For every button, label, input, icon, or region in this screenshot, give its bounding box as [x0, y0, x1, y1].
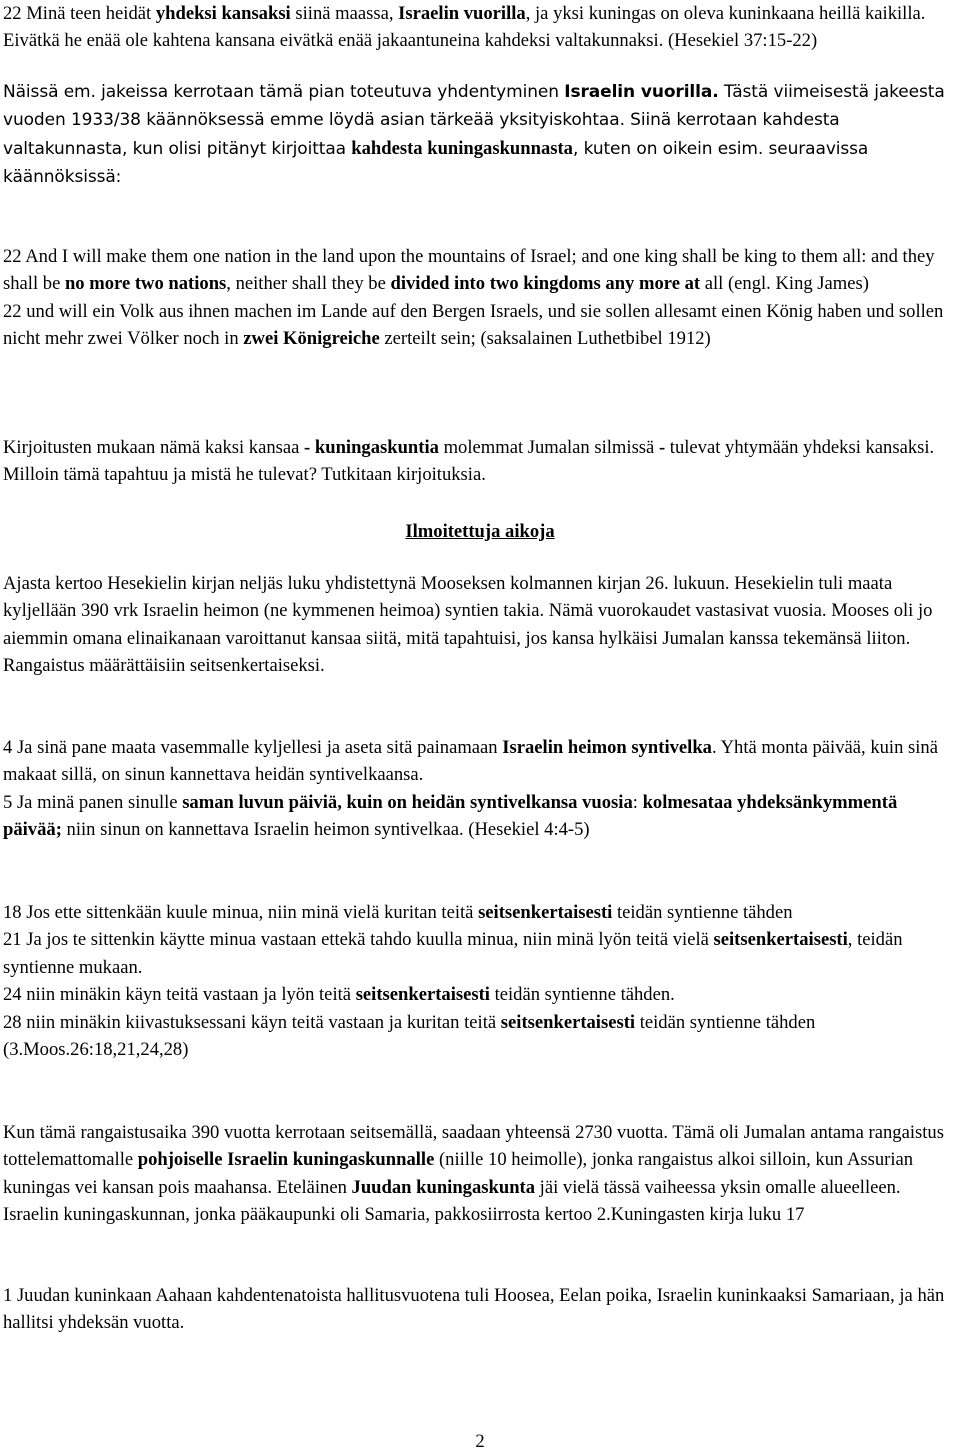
bold-text: - — [658, 437, 666, 458]
text: teidän syntienne tähden (3.Moos.26:18,21,24,28) — [3, 1011, 816, 1061]
text: . Yhtä monta päivää, kuin sinä makaat sillä, on sinun kannettava heidän syntivelkaansa. — [3, 737, 938, 786]
text: jäi vielä tässä vaiheessa yksin omalle alueelleen. Israelin kuningaskunnan, jonka pääkaupunki oli Samaria, pakkosiirrosta kertoo 2.Kuningasten kirja luku 17 — [3, 1176, 901, 1226]
text: 21 Ja jos te sittenkin käytte minua vastaan ettekä tahdo kuulla minua, niin minä lyön teitä vielä — [3, 929, 714, 951]
text: tulevat yhtymään yhdeksi kansaksi. Milloin tämä tapahtuu ja mistä he tulevat? Tutkitaan kirjoituksia. — [3, 437, 935, 486]
text: 18 Jos ette sittenkään kuule minua, niin minä vielä kuritan teitä — [3, 902, 479, 923]
text: (niille 10 heimolle), jonka rangaistus alkoi silloin, kun Assurian kuningas vei kansan pois maahansa. Eteläinen — [3, 1149, 914, 1198]
bold-text: kolmesataa yhdeksänkymmentä päivää; — [3, 791, 898, 841]
text: all (engl. King James) — [700, 273, 869, 295]
text: 28 niin minäkin kiivastuksessani käyn teitä vastaan ja kuritan teitä — [3, 1011, 501, 1033]
paragraph-ezekiel-37-22 — [3, 0, 953, 55]
text: 22 Minä teen heidät — [3, 3, 156, 24]
text: Tästä viimeisestä jakeesta vuoden 1933/38 käännöksessä emme löydä asian tärkeää yksityiskohtaa. Siinä kerrotaan kahdesta valtakunnasta, kun olisi pitänyt kirjoittaa — [3, 82, 945, 159]
bold-text: no more two nations — [64, 273, 227, 295]
text: Näissä em. jakeissa kerrotaan tämä pian toteutuva yhdentyminen — [3, 82, 565, 102]
text: teidän syntienne tähden. — [489, 984, 675, 1006]
text: niin sinun on kannettava Israelin heimon syntivelkaa. (Hesekiel 4:4-5) — [61, 819, 590, 841]
text: teidän syntienne tähden — [612, 902, 793, 923]
text: Kun tämä rangaistusaika 390 vuotta kerrotaan seitsemällä, saadaan yhteensä 2730 vuotta. Tämä oli Jumalan antama rangaistus tottelemattomalle — [3, 1122, 944, 1171]
bold-text: zwei Königreiche — [243, 328, 380, 350]
paragraph-leviticus-26 — [3, 899, 953, 1063]
text: 22 und will ein Volk aus ihnen machen im Lande auf den Bergen Israels, und sie sollen allesamt einen König haben und sollen nicht mehr zwei Völker noch in — [3, 300, 944, 350]
text: 24 niin minäkin käyn teitä vastaan ja lyön teitä — [3, 984, 356, 1006]
bold-text: - kuningaskuntia — [304, 437, 439, 458]
bold-text: Israelin vuorilla — [398, 3, 526, 24]
bold-text: kahdesta kuningaskunnasta — [351, 137, 573, 159]
paragraph-2-kings-17: 1 Juudan kuninkaan Aahaan kahdentenatoista hallitusvuotena tuli Hoosea, Eelan poika, Israelin kuninkaaksi Samariaan, ja hän hallitsi yhdeksän vuotta. — [3, 1285, 945, 1334]
bold-text: yhdeksi kansaksi — [155, 3, 291, 24]
paragraph-punishment-years — [3, 1119, 953, 1229]
paragraph-timing: Ajasta kertoo Hesekielin kirjan neljäs luku yhdistettynä Mooseksen kolmannen kirjan 26. lukuun. Hesekielin tuli maata kyljellään 390 vrk Israelin heimon (ne kymmenen heimoa) syntien takia. Nämä vuorokaudet vastasivat vuosia. Mooses oli jo aiemmin omana elinaikanaan varoittanut kansaa siitä, mitä tapahtuisi, jos kansa hylkäisi Jumalan kanssa tekemänsä liiton. Rangaistus määrättäisiin seitsenkertaiseksi. — [3, 573, 933, 677]
bold-text: saman luvun päiviä, kuin on heidän syntivelkansa vuosia — [182, 791, 633, 813]
paragraph-translation-note — [3, 78, 953, 192]
bold-text: seitsenkertaisesti — [355, 984, 490, 1006]
paragraph-two-kingdoms — [3, 434, 953, 489]
bold-text: Juudan kuningaskunta — [351, 1176, 536, 1198]
text: : — [632, 791, 643, 813]
bold-text: seitsenkertaisesti — [478, 902, 613, 923]
section-heading: Ilmoitettuja aikoja — [405, 521, 555, 542]
text: 4 Ja sinä pane maata vasemmalle kyljellesi ja aseta sitä painamaan — [3, 737, 503, 758]
text: zerteilt sein; (saksalainen Luthetbibel 1912) — [379, 328, 711, 350]
paragraph-ezekiel-4 — [3, 734, 953, 844]
text: , kuten on oikein esim. seuraavissa käännöksissä: — [3, 138, 869, 188]
bold-text: divided into two kingdoms any more at — [390, 273, 701, 295]
text: siinä maassa, — [290, 3, 399, 24]
text: , teidän syntienne mukaan. — [3, 929, 903, 978]
text: 22 And I will make them one nation in the land upon the mountains of Israel; and one king shall be king to them all: and they shall be — [3, 246, 935, 295]
paragraph-translations — [3, 243, 953, 353]
bold-text: Israelin vuorilla. — [564, 82, 719, 102]
text: molemmat Jumalan silmissä — [438, 437, 659, 458]
page-number: 2 — [475, 1431, 485, 1452]
text: , ja yksi kuningas on oleva kuninkaana heillä kaikilla. Eivätkä he enää ole kahtena kansana eivätkä enää jakaantuneina kahdeksi valtakunnaksi. (Hesekiel 37:15-22) — [3, 3, 926, 52]
bold-text: pohjoiselle Israelin kuningaskunnalle — [137, 1149, 435, 1171]
bold-text: Israelin heimon syntivelka — [502, 737, 712, 758]
bold-text: seitsenkertaisesti — [500, 1011, 636, 1033]
bold-text: seitsenkertaisesti — [713, 929, 848, 951]
text: , neither shall they be — [226, 273, 391, 295]
text: Kirjoitusten mukaan nämä kaksi kansaa — [3, 437, 305, 458]
text: 5 Ja minä panen sinulle — [3, 791, 183, 813]
